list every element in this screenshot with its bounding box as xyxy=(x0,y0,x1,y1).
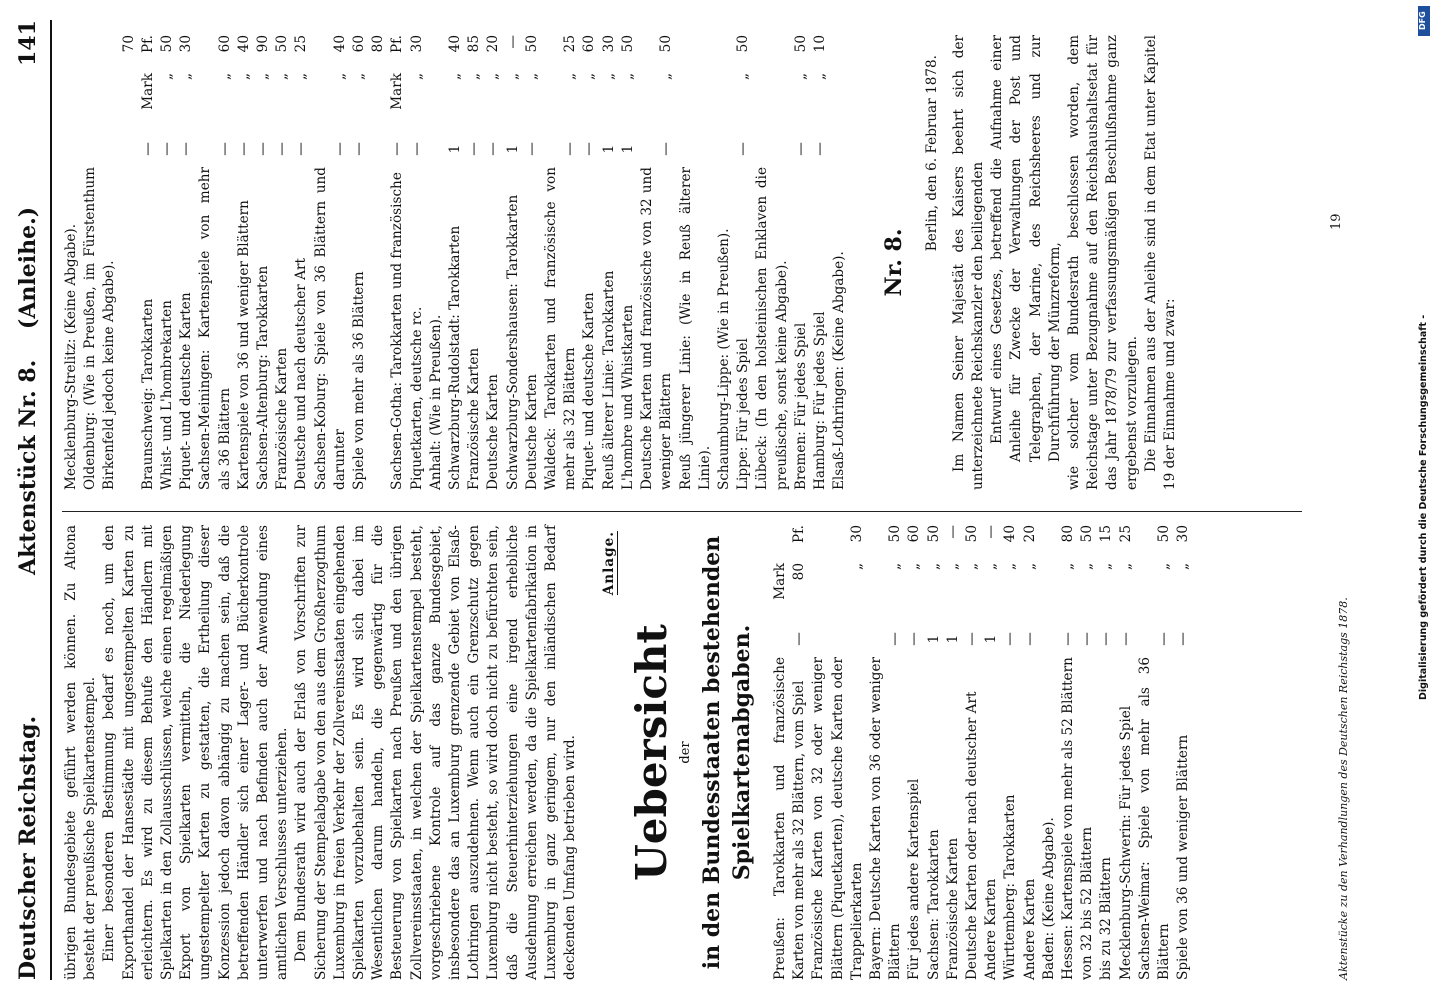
row-mark: „ xyxy=(485,73,502,81)
row-label: Sachsen-Altenburg: Tarokkarten xyxy=(255,265,272,490)
table-row xyxy=(619,35,638,490)
row-pfennig: 40 xyxy=(235,35,252,53)
page-header xyxy=(6,20,52,980)
header-page-number: 141 xyxy=(15,20,41,66)
row-pfennig: 60 xyxy=(216,35,233,53)
row-label: Reuß jüngerer Linie: (Wie in Reuß älterer Linie). xyxy=(677,167,713,490)
table-row xyxy=(504,35,523,490)
table-row xyxy=(811,35,830,490)
row-label: Deutsche Karten xyxy=(485,374,502,490)
body-paragraph-1: Im Namen Seiner Majestät des Kaisers beehrt sich der unterzeichnete Reichskanzler den beiliegenden xyxy=(950,35,986,490)
row-mark: „ xyxy=(906,563,923,571)
table-row xyxy=(542,35,580,490)
row-mark: „ xyxy=(562,73,579,81)
row-label: Reuß älterer Linie: Tarokkarten xyxy=(600,270,617,490)
table-row xyxy=(809,525,867,980)
table-row xyxy=(982,525,1001,980)
row-mark-col: — xyxy=(274,142,291,156)
row-mark-col: — xyxy=(235,142,252,156)
credit-text: Digitalisierung gefördert durch die Deutsche Forschungsgemeinschaft - xyxy=(1418,314,1429,700)
row-pfennig: 50 xyxy=(925,525,942,543)
row-label: Schwarzburg-Rudolstadt: Tarokkarten xyxy=(447,225,464,490)
row-label: Deutsche Karten und französische von 32 und weniger Blättern xyxy=(639,167,675,490)
body-paragraph-2: Entwurf eines Gesetzes, betreffend die Aufnahme einer Anleihe für Zwecke der Verwaltungen der Post und Telegraphen, der Marine, des Reichsheeres und zur Durchführung der Münzreform, xyxy=(989,35,1063,462)
row-label: Mecklenburg-Schwerin: Für jedes Spiel xyxy=(1117,705,1134,980)
table-row xyxy=(1174,525,1193,980)
table-row xyxy=(963,525,982,980)
row-mark: „ xyxy=(274,73,291,81)
row-mark: „ xyxy=(235,73,252,81)
row-label: Waldeck: Tarokkarten und französische von mehr als 32 Blättern xyxy=(543,167,579,490)
row-mark-col: — xyxy=(581,142,598,156)
row-label: Deutsche Karten xyxy=(523,374,540,490)
table-row xyxy=(867,525,905,980)
row-mark: Mark xyxy=(139,73,156,110)
row-pfennig: 50 xyxy=(274,35,291,53)
row-mark: „ xyxy=(1021,563,1038,571)
row-mark-col: — xyxy=(466,142,483,156)
row-pfennig: 40 xyxy=(331,35,348,53)
row-label: Bremen: Für jedes Spiel xyxy=(792,322,809,490)
row-label: Andere Karten xyxy=(1021,878,1038,980)
row-pfennig: 20 xyxy=(1021,525,1038,543)
row-mark-col: — xyxy=(1117,632,1134,646)
table-row xyxy=(292,35,311,490)
row-mark: „ xyxy=(466,73,483,81)
table-row xyxy=(158,35,177,490)
row-mark: „ xyxy=(504,73,521,81)
right-column xyxy=(62,35,1180,490)
table-row xyxy=(120,35,158,490)
row-mark: „ xyxy=(255,73,272,81)
row-pfennig: 25 xyxy=(1117,525,1134,543)
header-left: Deutscher Reichstag. xyxy=(15,715,41,980)
row-mark-col: — xyxy=(485,142,502,156)
row-mark-col: — xyxy=(791,632,808,646)
row-mark-col: 1 xyxy=(619,144,636,154)
row-label: Französische Karten xyxy=(466,347,483,490)
left-column xyxy=(62,525,1193,980)
row-pfennig: 80 Pf. xyxy=(370,35,406,54)
table-row xyxy=(254,35,273,490)
row-pfennig: 60 xyxy=(581,35,598,53)
row-mark-col: — xyxy=(159,142,176,156)
table-row xyxy=(177,35,196,490)
row-pfennig: 50 xyxy=(658,35,675,53)
table-row xyxy=(350,35,369,490)
row-label: Hamburg: Für jedes Spiel xyxy=(811,311,828,490)
row-label: Sachsen-Weimar: Spiele von mehr als 36 Blättern xyxy=(1136,657,1172,980)
row-label: Spiele von mehr als 36 Blättern xyxy=(351,271,368,490)
table-row xyxy=(484,35,503,490)
row-mark: „ xyxy=(178,73,195,81)
row-label: Lübeck: (In den holsteinischen Enklaven die preußische, sonst keine Abgabe). xyxy=(754,167,790,490)
row-pfennig: 25 xyxy=(562,35,579,53)
digitization-credit xyxy=(1416,0,1432,1000)
row-pfennig: 10 xyxy=(811,35,828,53)
row-mark: „ xyxy=(408,73,425,81)
row-mark-col: — xyxy=(1059,632,1076,646)
row-mark: „ xyxy=(1117,563,1134,571)
table-row xyxy=(925,525,944,980)
table-row xyxy=(1136,525,1174,980)
table-row xyxy=(715,35,734,490)
row-mark-col: — xyxy=(1021,632,1038,646)
signature-number: 19 xyxy=(1329,213,1344,230)
row-mark-col: — xyxy=(963,632,980,646)
table-row xyxy=(369,35,407,490)
header-document-number: Aktenstück Nr. 8. xyxy=(15,359,41,575)
row-label: Deutsche Karten oder nach deutscher Art xyxy=(963,691,980,980)
row-mark: „ xyxy=(216,73,233,81)
row-label: Braunschweig: Tarokkarten xyxy=(139,298,156,490)
row-mark-col: 1 xyxy=(600,144,617,154)
row-pfennig: 50 xyxy=(735,35,752,53)
row-mark: „ xyxy=(658,73,675,81)
row-pfennig: 40 xyxy=(1002,525,1019,543)
table-row xyxy=(1059,525,1078,980)
table-row xyxy=(792,35,811,490)
row-mark: „ xyxy=(944,563,961,571)
row-mark-col: — xyxy=(887,632,904,646)
row-pfennig: 30 xyxy=(178,35,195,53)
row-mark: „ xyxy=(811,73,828,81)
row-pfennig: 50 xyxy=(159,35,176,53)
row-mark-col: — xyxy=(331,142,348,156)
row-mark: „ xyxy=(963,563,980,571)
row-label: Schwarzburg-Sondershausen: Tarokkarten xyxy=(504,194,521,490)
table-row xyxy=(771,525,809,980)
table-row xyxy=(638,35,676,490)
row-mark-col: — xyxy=(658,142,675,156)
header-middle xyxy=(15,207,41,575)
row-label: Oldenburg: (Wie in Preußen, im Fürstenthum Birkenfeld jedoch keine Abgabe). xyxy=(82,167,118,490)
intro-paragraph-1: übrigen Bundesgebiete geführt werden können. Zu Altona besteht der preußische Spielkartenstempel. xyxy=(63,525,99,980)
row-mark: „ xyxy=(925,563,942,571)
row-label: Schaumburg-Lippe: (Wie in Preußen). xyxy=(715,228,732,490)
table-row xyxy=(312,35,350,490)
body-paragraph-3: wie solcher vom Bundesrath beschlossen worden, dem Reichstage unter Bezugnahme auf den Reichshaushaltsetat für das Jahr 1878/79 zur verfassungsmäßigen Beschlußnahme ganz ergebenst vorzulegen. xyxy=(1065,35,1140,490)
row-label: Französische Karten xyxy=(944,837,961,980)
row-mark: „ xyxy=(735,73,752,81)
row-mark: „ xyxy=(293,73,310,81)
tax-table-left xyxy=(771,525,1193,980)
row-mark: „ xyxy=(351,73,368,81)
row-mark-col: — xyxy=(351,142,368,156)
body-paragraph-4: Die Einnahmen aus der Anleihe sind in dem Etat unter Kapitel 19 der Einnahme und zwar: xyxy=(1142,35,1178,490)
row-pfennig: 50 xyxy=(887,525,904,543)
table-row xyxy=(1117,525,1136,980)
tax-table-right xyxy=(62,35,849,490)
place-date: Berlin, den 6. Februar 1878. xyxy=(923,55,940,252)
row-mark: „ xyxy=(447,73,464,81)
row-pfennig: 15 xyxy=(1098,525,1115,543)
row-mark-col: — xyxy=(735,142,752,156)
row-label: Anhalt: (Wie in Preußen). xyxy=(427,314,444,490)
row-label: Für jedes andere Kartenspiel xyxy=(906,778,923,980)
row-mark-col: — xyxy=(255,142,272,156)
row-mark-col: — xyxy=(792,142,809,156)
table-row xyxy=(408,35,427,490)
table-row xyxy=(753,35,791,490)
row-pfennig: 50 xyxy=(1155,525,1172,543)
row-mark-col: — xyxy=(811,142,828,156)
header-subject: (Anleihe.) xyxy=(15,206,41,330)
row-mark: „ xyxy=(1079,563,1096,571)
overview-title: Uebersicht xyxy=(626,624,676,881)
row-pfennig: 20 xyxy=(485,35,502,53)
row-label: Whist- und L'hombrekarten xyxy=(159,300,176,490)
column-divider xyxy=(62,511,1302,512)
row-mark: „ xyxy=(848,563,865,571)
intro-paragraph-3: Dem Bundesrath wird auch der Erlaß von Vorschriften zur Sicherung der Stempelabgabe von den aus dem Großherzogthum Luxemburg in freien Verkehr der Zollvereinsstaaten eingehenden Spielkarten vorzubehalten sein. Es wird sich dabei im Wesentlichen darum handeln, die gegenwärtig für die Besteuerung von Spielkarten nach Preußen und den übrigen Zollvereinsstaaten, in welchen der Spielkartenstempel besteht, vorgeschriebene Kontrole auf das ganze Bundesgebiet, insbesondere das an Luxemburg grenzende Gebiet von Elsaß-Lothringen auszudehnen. Wenn auch ein Grenzschutz gegen Luxemburg nicht besteht, so wird doch nicht zu befürchten sein, daß die Steuerhinterziehungen eine irgend erhebliche Ausdehnung erreichen werden, da die Spielkartenfabrikation in Luxemburg in ganz geringem, nur den inländischen Bedarf deckenden Umfang betrieben wird. xyxy=(293,525,579,980)
row-pfennig: 30 xyxy=(600,35,617,53)
overview-title-der: der xyxy=(677,741,693,764)
row-label: Sachsen-Gotha: Tarokkarten und französische xyxy=(389,172,406,490)
row-label: Preußen: Tarokkarten und französische Karten von mehr als 32 Blättern, vom Spiel xyxy=(771,657,808,980)
row-label: Andere Karten xyxy=(983,878,1000,980)
row-label: L'hombre und Whistkarten xyxy=(619,304,636,490)
row-pfennig: 60 xyxy=(351,35,368,53)
row-mark-col: — xyxy=(1079,632,1096,646)
table-row xyxy=(196,35,234,490)
row-label: Sachsen-Meiningen: Kartenspiele von mehr als 36 Blättern xyxy=(197,167,233,490)
dfg-logo: DFG xyxy=(1418,6,1430,36)
row-mark: „ xyxy=(331,73,348,81)
row-label: Piquetkarten, deutsche rc. xyxy=(408,306,425,490)
row-label: Elsaß-Lothringen: (Keine Abgabe). xyxy=(831,251,848,490)
table-row xyxy=(1001,525,1020,980)
row-mark-col: 1 xyxy=(925,634,942,644)
section-number: Nr. 8. xyxy=(881,228,908,297)
row-mark: „ xyxy=(159,73,176,81)
row-label: Deutsche und nach deutscher Art xyxy=(293,258,310,490)
row-mark: „ xyxy=(523,73,540,81)
table-row xyxy=(62,35,81,490)
row-mark: „ xyxy=(581,73,598,81)
row-mark: „ xyxy=(619,73,636,81)
row-label: Sachsen: Tarokkarten xyxy=(925,829,942,980)
row-mark-col: — xyxy=(293,142,310,156)
row-mark: Mark xyxy=(389,73,406,110)
row-mark: „ xyxy=(600,73,617,81)
row-pfennig: 50 xyxy=(523,35,540,53)
row-pfennig: — xyxy=(504,35,521,49)
row-label: Württemberg: Tarokkarten xyxy=(1002,794,1019,980)
row-label: bis zu 32 Blättern xyxy=(1098,857,1115,980)
row-mark-col: 1 xyxy=(447,144,464,154)
row-mark-col: — xyxy=(1175,632,1192,646)
table-row xyxy=(1078,525,1097,980)
overview-subtitle: in den Bundesstaaten bestehenden Spielkartenabgaben. xyxy=(698,535,755,970)
table-row xyxy=(1097,525,1116,980)
row-mark: „ xyxy=(1098,563,1115,571)
table-row xyxy=(273,35,292,490)
table-row xyxy=(830,35,849,490)
table-row xyxy=(446,35,465,490)
table-row xyxy=(734,35,753,490)
row-pfennig: 40 xyxy=(447,35,464,53)
table-row xyxy=(523,35,542,490)
row-mark-col: — xyxy=(139,142,156,156)
intro-paragraph-2: Einer besonderen Bestimmung bedarf es noch, um den Exporthandel der Hansestädte mit ungestempelten Karten zu erleichtern. Es wird zu diesem Behufe den Händlern mit Spielkarten in den Zollausschlüssen, welche einen regelmäßigen Export von Spielkarten vermitteln, die Niederlegung ungestempelter Karten zu gestatten, die Ertheilung dieser Konzession jedoch davon abhängig zu machen sein, daß die betreffenden Händler sich einer Lager- und Bücherkontrole unterwerfen und nach Befinden auch der Anwendung eines amtlichen Verschlusses unterziehen. xyxy=(101,525,291,980)
row-mark-col: — xyxy=(1098,632,1115,646)
row-mark: „ xyxy=(1175,563,1192,571)
table-row xyxy=(235,35,254,490)
row-mark-col: — xyxy=(1155,632,1172,646)
row-mark: „ xyxy=(887,563,904,571)
row-mark-col: — xyxy=(389,142,406,156)
row-pfennig: 30 xyxy=(1175,525,1192,543)
row-mark-col: — xyxy=(562,142,579,156)
row-mark: „ xyxy=(983,563,1000,571)
row-label: Lippe: Für jedes Spiel xyxy=(735,338,752,490)
row-mark: „ xyxy=(1155,563,1172,571)
row-pfennig: 50 xyxy=(1079,525,1096,543)
table-row xyxy=(81,35,119,490)
row-mark: „ xyxy=(1002,563,1019,571)
row-pfennig: 25 xyxy=(293,35,310,53)
row-label: Bayern: Deutsche Karten von 36 oder weniger Blättern xyxy=(867,657,904,980)
row-pfennig: 80 xyxy=(1059,525,1076,543)
row-label: von 32 bis 52 Blättern xyxy=(1079,826,1096,980)
row-mark-col: 1 xyxy=(983,634,1000,644)
row-mark-col: — xyxy=(523,142,540,156)
footnote: Aktenstücke zu den Verhandlungen des Deutschen Reichstags 1878. xyxy=(1337,597,1350,980)
row-label: Spiele von 36 und weniger Blättern xyxy=(1175,734,1192,980)
row-pfennig: 50 xyxy=(792,35,809,53)
row-label: Kartenspiele von 36 und weniger Blättern xyxy=(235,200,252,490)
row-pfennig: 70 Pf. xyxy=(120,35,156,54)
row-label: Baden: (Keine Abgabe). xyxy=(1040,817,1057,980)
row-pfennig: 50 xyxy=(963,525,980,543)
table-row xyxy=(580,35,599,490)
row-pfennig: 30 xyxy=(848,525,865,543)
table-row xyxy=(944,525,963,980)
table-row xyxy=(465,35,484,490)
row-mark-col: 1 xyxy=(944,634,961,644)
table-row xyxy=(600,35,619,490)
row-label: Mecklenburg-Strelitz: (Keine Abgabe). xyxy=(63,223,79,490)
table-row xyxy=(905,525,924,980)
row-label: Piquet- und deutsche Karten xyxy=(178,292,195,490)
appendix-label: Anlage. xyxy=(601,531,618,596)
row-label: Piquet- und deutsche Karten xyxy=(581,292,598,490)
row-pfennig: 60 xyxy=(906,525,923,543)
row-pfennig: 50 xyxy=(619,35,636,53)
table-row xyxy=(427,35,446,490)
row-mark-col: — xyxy=(408,142,425,156)
row-pfennig: 30 xyxy=(408,35,425,53)
row-mark-col: 1 xyxy=(504,144,521,154)
table-row xyxy=(1040,525,1059,980)
row-label: Sachsen-Koburg: Spiele von 36 Blättern und darunter xyxy=(312,167,348,490)
row-mark: Mark 80 xyxy=(771,563,808,600)
row-label: Französische Karten von 32 oder weniger Blättern (Piquetkarten), deutsche Karten oder Trappelierkarten xyxy=(810,657,865,980)
row-pfennig: — xyxy=(944,525,961,539)
row-label: Hessen: Kartenspiele von mehr als 52 Blättern xyxy=(1059,657,1076,980)
table-row xyxy=(1021,525,1040,980)
row-mark: „ xyxy=(1059,563,1076,571)
row-pfennig: 90 xyxy=(255,35,272,53)
row-pfennig: 85 xyxy=(466,35,483,53)
row-mark-col: — xyxy=(216,142,233,156)
rotated-page-content xyxy=(0,10,1400,990)
row-label: Französische Karten xyxy=(274,347,291,490)
row-mark-col: — xyxy=(906,632,923,646)
row-pfennig: Pf. xyxy=(791,525,808,544)
row-mark-col: — xyxy=(178,142,195,156)
row-mark-col: — xyxy=(1002,632,1019,646)
table-row xyxy=(677,35,715,490)
row-mark: „ xyxy=(792,73,809,81)
row-pfennig: — xyxy=(983,525,1000,539)
